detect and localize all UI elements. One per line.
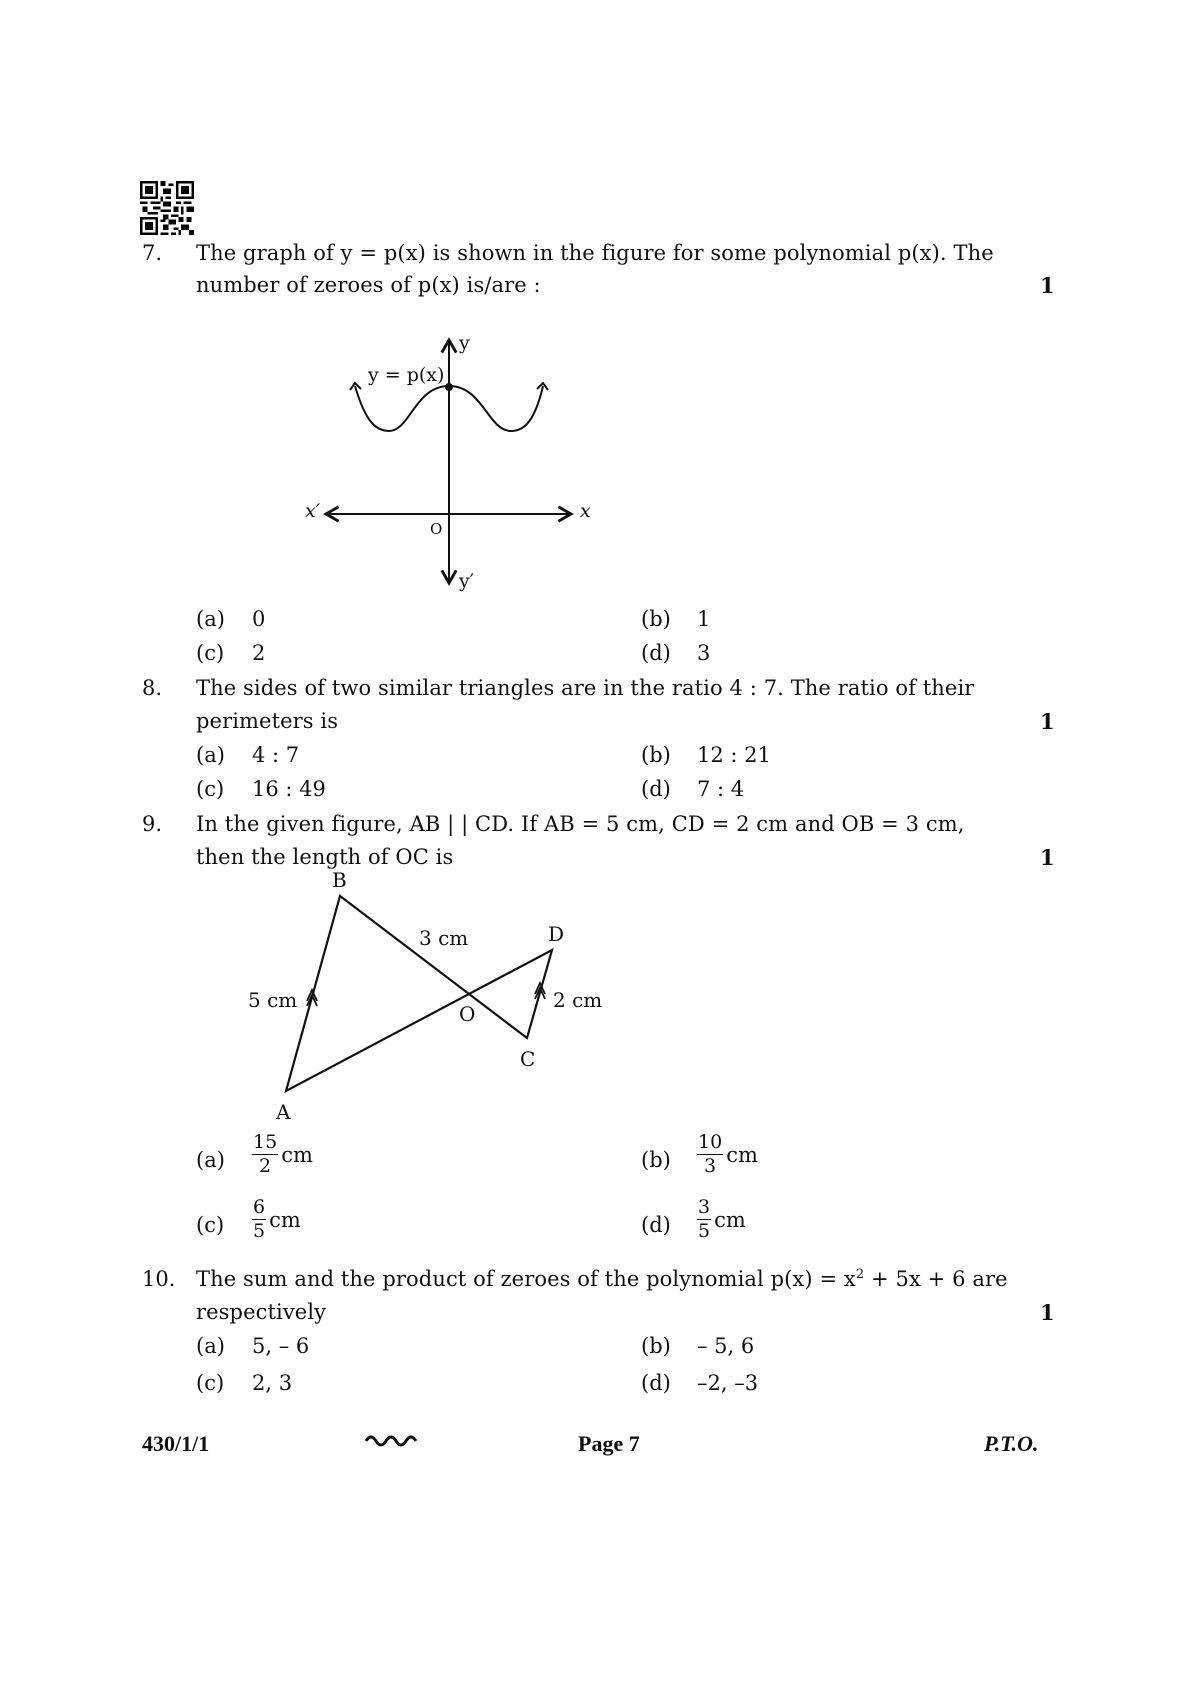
point-o-label: O (459, 1002, 476, 1026)
q10-option-c-value: 2, 3 (252, 1371, 293, 1395)
question-9-line-2: then the length of OC is (196, 845, 454, 869)
q8-option-b-label: (b) (641, 743, 671, 767)
unit: cm (714, 1207, 746, 1232)
qr-code-icon (140, 181, 194, 235)
question-9-number: 9. (142, 812, 163, 836)
fraction-numerator: 10 (698, 1131, 723, 1153)
q10-option-c-label: (c) (196, 1371, 225, 1395)
x-neg-axis-label: x′ (305, 500, 321, 522)
question-7-number: 7. (142, 241, 163, 265)
point-c-label: C (520, 1047, 536, 1071)
q8-option-a-value: 4 : 7 (252, 743, 300, 767)
point-d-label: D (548, 922, 565, 946)
point-a-label: A (276, 1100, 291, 1124)
y-axis-label: y (459, 332, 470, 354)
q10-option-b-value: – 5, 6 (697, 1334, 755, 1358)
q9-option-a-value (252, 1133, 313, 1176)
fraction-denominator: 2 (259, 1155, 272, 1177)
question-7-line-2: number of zeroes of p(x) is/are : (196, 273, 541, 297)
text-segment: The sum and the product of zeroes of the polynomial p(x) = x (196, 1267, 856, 1291)
pto-label: P.T.O. (984, 1431, 1039, 1456)
question-8-number: 8. (142, 676, 163, 700)
fraction-denominator: 5 (253, 1220, 266, 1242)
q10-option-a-label: (a) (196, 1334, 225, 1358)
q10-option-a-value: 5, – 6 (252, 1334, 310, 1358)
q8-option-d-label: (d) (641, 777, 671, 801)
polynomial-curve (355, 386, 543, 431)
fraction-numerator: 3 (698, 1196, 711, 1218)
fraction-denominator: 5 (698, 1220, 711, 1242)
question-10-line-1 (196, 1267, 1008, 1291)
question-10-number: 10. (142, 1267, 176, 1291)
q7-option-a-label: (a) (196, 607, 225, 631)
question-9-line-1: In the given figure, AB | | CD. If AB = 5 cm, CD = 2 cm and OB = 3 cm, (196, 812, 965, 836)
unit: cm (726, 1142, 758, 1167)
question-10-line-2: respectively (196, 1300, 327, 1324)
q8-option-c-label: (c) (196, 777, 225, 801)
fraction-denominator: 3 (704, 1155, 717, 1177)
wavy-line-icon (364, 1431, 420, 1453)
unit: cm (269, 1207, 301, 1232)
text-segment: + 5x + 6 are (864, 1267, 1008, 1291)
y-neg-axis-label: y′ (459, 570, 475, 592)
fraction-numerator: 15 (253, 1131, 278, 1153)
question-8-marks: 1 (1040, 709, 1055, 734)
cd-length-label: 2 cm (553, 988, 603, 1012)
question-9-marks: 1 (1040, 845, 1055, 870)
q7-option-b-value: 1 (697, 607, 711, 631)
curve-label: y = p(x) (368, 364, 445, 386)
y-intercept-point (445, 383, 453, 391)
point-b-label: B (332, 868, 347, 892)
question-8-line-1: The sides of two similar triangles are in the ratio 4 : 7. The ratio of their (196, 676, 975, 700)
ob-length-label: 3 cm (419, 926, 469, 950)
unit: cm (281, 1142, 313, 1167)
question-7-marks: 1 (1040, 273, 1055, 298)
origin-label: O (430, 520, 443, 538)
q7-option-c-label: (c) (196, 641, 225, 665)
question-8-line-2: perimeters is (196, 709, 339, 733)
q8-option-b-value: 12 : 21 (697, 743, 771, 767)
q10-option-b-label: (b) (641, 1334, 671, 1358)
paper-code: 430/1/1 (142, 1431, 210, 1456)
q8-option-c-value: 16 : 49 (252, 777, 326, 801)
q8-option-a-label: (a) (196, 743, 225, 767)
question-10-marks: 1 (1040, 1300, 1055, 1325)
q9-option-b-value (697, 1133, 758, 1176)
superscript: 2 (855, 1267, 865, 1282)
q9-option-c-value (252, 1198, 301, 1241)
q9-option-d-value (697, 1198, 746, 1241)
q10-option-d-value: –2, –3 (697, 1371, 759, 1395)
q7-option-b-label: (b) (641, 607, 671, 631)
q10-option-d-label: (d) (641, 1371, 671, 1395)
q7-option-d-label: (d) (641, 641, 671, 665)
fraction-numerator: 6 (253, 1196, 266, 1218)
page-number: Page 7 (578, 1431, 640, 1456)
q8-option-d-value: 7 : 4 (697, 777, 745, 801)
q7-option-d-value: 3 (697, 641, 711, 665)
q9-option-c-label: (c) (196, 1213, 225, 1237)
q7-option-a-value: 0 (252, 607, 266, 631)
question-7-line-1: The graph of y = p(x) is shown in the figure for some polynomial p(x). The (196, 241, 994, 265)
x-axis-label: x (580, 500, 591, 522)
ab-length-label: 5 cm (248, 988, 298, 1012)
q9-option-d-label: (d) (641, 1213, 671, 1237)
q9-option-a-label: (a) (196, 1148, 225, 1172)
q9-option-b-label: (b) (641, 1148, 671, 1172)
q7-option-c-value: 2 (252, 641, 266, 665)
